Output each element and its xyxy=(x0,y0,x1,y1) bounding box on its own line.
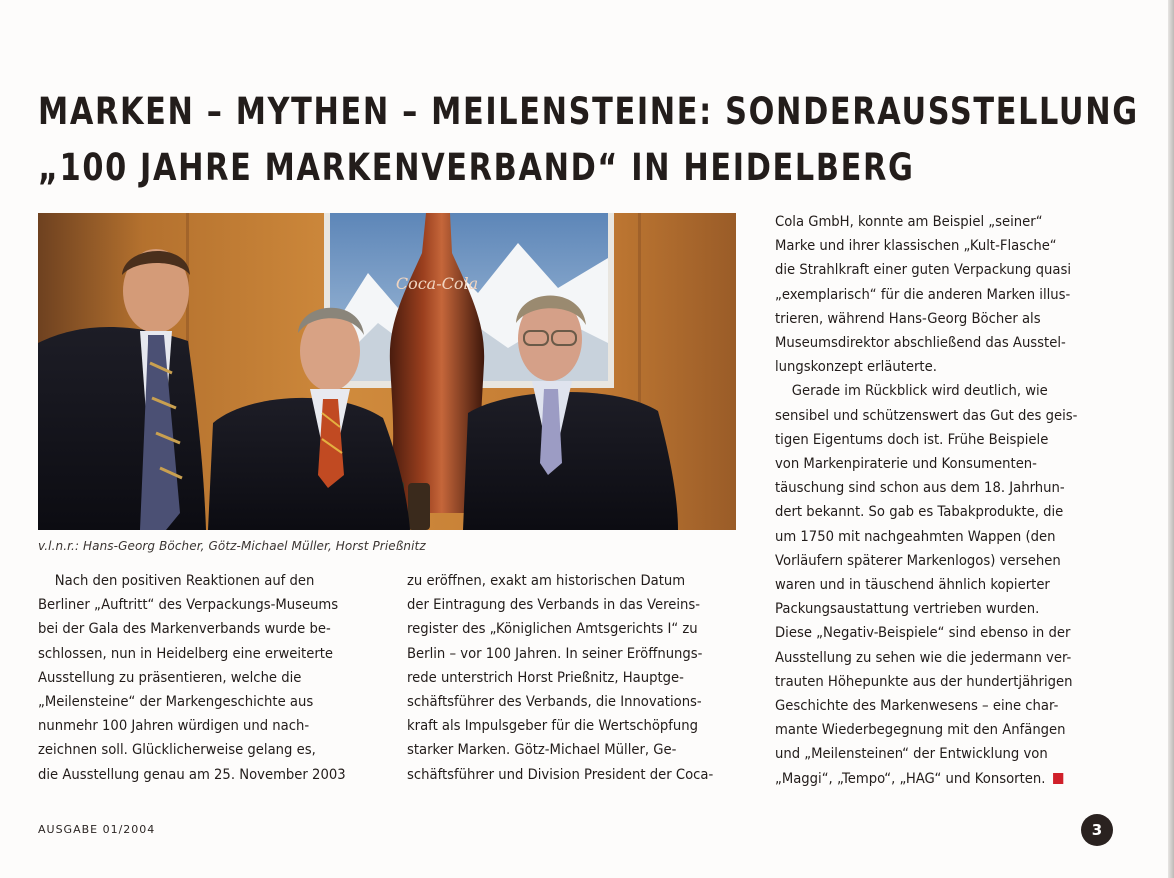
photo-caption: v.l.n.r.: Hans-Georg Böcher, Götz-Michael Müller, Horst Prießnitz xyxy=(38,539,426,553)
text-line: schlossen, nun in Heidelberg eine erweiterte xyxy=(38,645,334,662)
text-line: Ausstellung zu präsentieren, welche die xyxy=(38,669,302,686)
text-column-3 xyxy=(775,210,1077,791)
text-line: Diese „Negativ-Beispiele“ sind ebenso in der xyxy=(775,625,1071,642)
text-line: Gerade im Rückblick wird deutlich, wie xyxy=(791,383,1048,400)
text-line: die Strahlkraft einer guten Verpackung quasi xyxy=(775,262,1072,279)
headline-line-2: „100 JAHRE MARKENVERBAND“ IN HEIDELBERG xyxy=(38,146,915,189)
text-line: „Maggi“, „Tempo“, „HAG“ und Konsorten. xyxy=(775,770,1046,787)
text-line: schäftsführer des Verbands, die Innovations- xyxy=(407,694,702,711)
article-headline xyxy=(38,84,1139,196)
text-line: Geschichte des Markenwesens – eine char- xyxy=(775,698,1059,715)
text-column-1 xyxy=(38,569,346,787)
text-line: kraft als Impulsgeber für die Wertschöpfung xyxy=(407,718,699,735)
text-line: Berlin – vor 100 Jahren. In seiner Eröffnungs- xyxy=(407,645,703,662)
text-line: bei der Gala des Markenverbands wurde be- xyxy=(38,621,331,638)
text-line: die Ausstellung genau am 25. November 2003 xyxy=(38,766,346,783)
text-line: Ausstellung zu sehen wie die jedermann ver- xyxy=(775,649,1072,666)
text-line: und „Meilensteinen“ der Entwicklung von xyxy=(775,746,1048,763)
text-line: „exemplarisch“ für die anderen Marken illus- xyxy=(775,286,1071,303)
text-line: Museumsdirektor abschließend das Ausstel- xyxy=(775,335,1066,352)
text-line: täuschung sind schon aus dem 18. Jahrhun- xyxy=(775,480,1065,497)
text-line: sensibel und schützenswert das Gut des geis- xyxy=(775,407,1078,424)
page-edge-shadow xyxy=(1168,0,1174,878)
text-column-2 xyxy=(407,569,713,787)
text-line: schäftsführer und Division President der Coca- xyxy=(407,766,714,783)
text-line: Cola GmbH, konnte am Beispiel „seiner“ xyxy=(775,214,1043,230)
text-line: register des „Königlichen Amtsgerichts I“ zu xyxy=(407,621,698,638)
text-line: Nach den positiven Reaktionen auf den xyxy=(54,573,315,589)
issue-label: AUSGABE 01/2004 xyxy=(38,823,156,836)
text-line: tigen Eigentums doch ist. Frühe Beispiele xyxy=(775,431,1049,448)
text-line: trieren, während Hans-Georg Böcher als xyxy=(775,310,1041,327)
text-line: mante Wiederbegegnung mit den Anfängen xyxy=(775,722,1066,739)
text-line: dert bekannt. So gab es Tabakprodukte, die xyxy=(775,504,1064,521)
text-line: um 1750 mit nachgeahmten Wappen (den xyxy=(775,528,1056,545)
text-line: lungskonzept erläuterte. xyxy=(775,359,937,376)
text-line: nunmehr 100 Jahren würdigen und nach- xyxy=(38,718,310,735)
text-line: waren und in täuschend ähnlich kopierter xyxy=(775,577,1050,594)
text-line: Berliner „Auftritt“ des Verpackungs-Museums xyxy=(38,597,339,614)
final-text-line xyxy=(775,767,1077,791)
text-line: zu eröffnen, exakt am historischen Datum xyxy=(407,573,686,589)
text-line: von Markenpiraterie und Konsumenten- xyxy=(775,456,1037,473)
page-number-badge: 3 xyxy=(1081,814,1113,846)
end-of-article-mark xyxy=(1053,773,1063,784)
text-line: zeichnen soll. Glücklicherweise gelang es, xyxy=(38,742,316,759)
text-line: Marke und ihrer klassischen „Kult-Flasche“ xyxy=(775,238,1057,255)
article-photo xyxy=(38,213,736,530)
headline-line-1: MARKEN – MYTHEN – MEILENSTEINE: SONDERAUSSTELLUNG xyxy=(38,90,1139,133)
text-line: „Meilensteine“ der Markengeschichte aus xyxy=(38,694,314,711)
text-line: der Eintragung des Verbands in das Vereins- xyxy=(407,597,700,614)
text-line: rede unterstrich Horst Prießnitz, Hauptge- xyxy=(407,669,684,686)
text-line: trauten Höhepunkte aus der hundertjährigen xyxy=(775,673,1073,690)
text-line: Packungsaustattung vertrieben wurden. xyxy=(775,601,1040,618)
text-line: starker Marken. Götz-Michael Müller, Ge- xyxy=(407,742,677,759)
poster-lettering: Coca-Cola xyxy=(395,274,479,293)
text-line: Vorläufern späterer Markenlogos) versehen xyxy=(775,552,1061,569)
